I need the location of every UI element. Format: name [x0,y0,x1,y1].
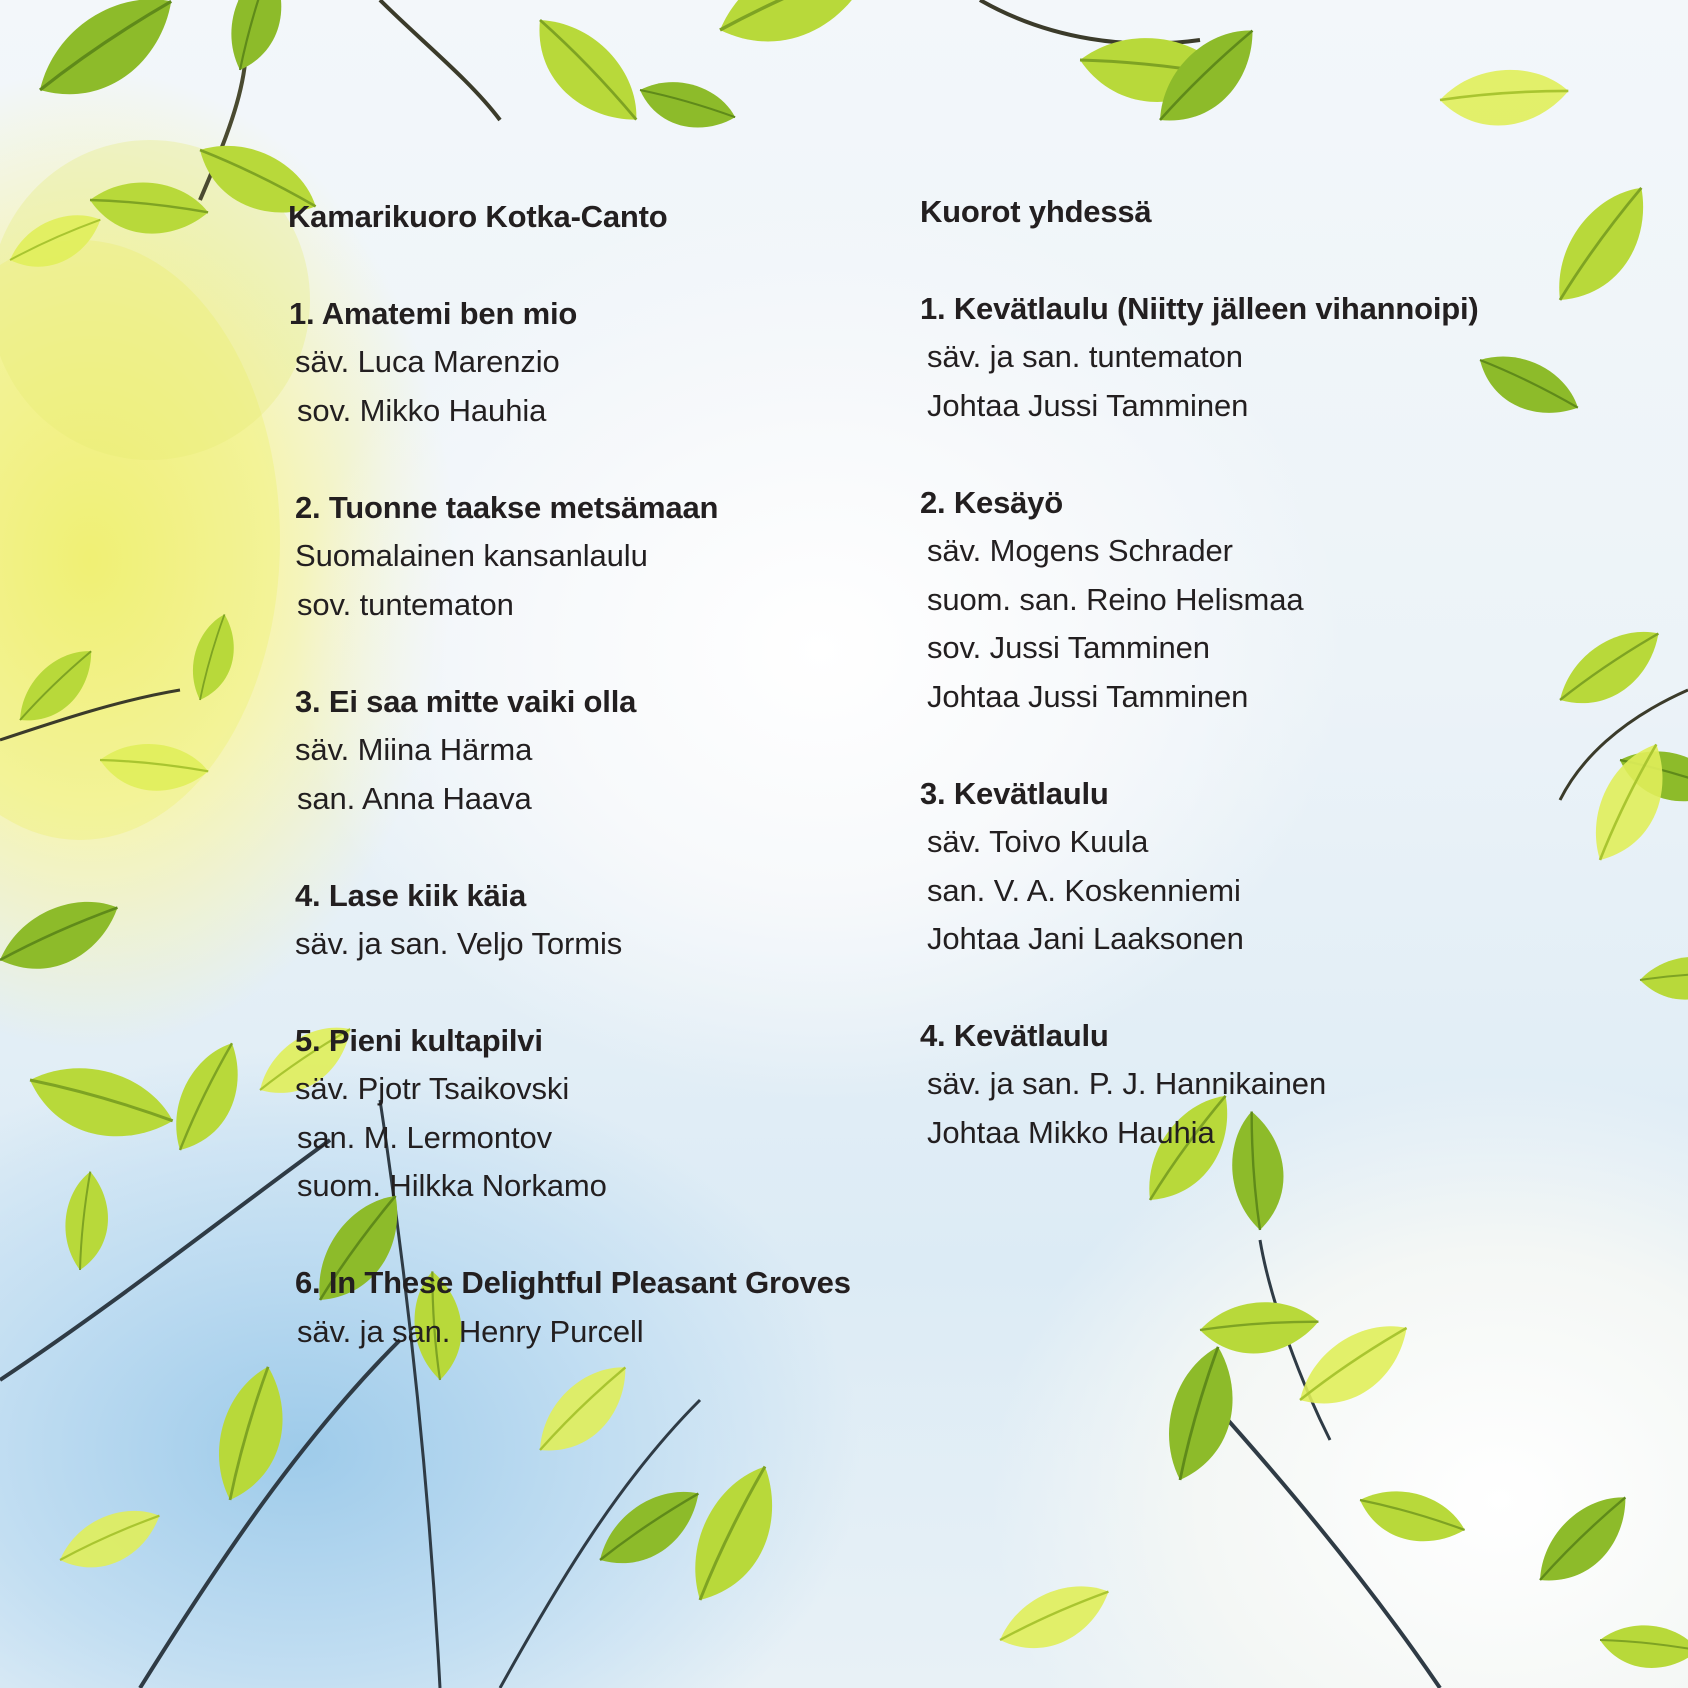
song-title: 2. Kesäyö [920,485,1063,520]
song-credit: sov. Jussi Tamminen [927,630,1210,665]
song-credit: säv. Toivo Kuula [927,824,1149,859]
song-credit: Johtaa Jani Laaksonen [927,921,1244,956]
song-credit: säv. Pjotr Tsaikovski [295,1071,570,1106]
song-credit: Johtaa Jussi Tamminen [927,388,1249,423]
song-credit: Suomalainen kansanlaulu [295,538,648,573]
song-title: 5. Pieni kultapilvi [295,1023,543,1058]
song-credit: Johtaa Mikko Hauhia [927,1115,1215,1150]
song-credit: san. Anna Haava [297,781,532,816]
song-credit: suom. Hilkka Norkamo [297,1168,607,1203]
song-credit: san. M. Lermontov [297,1120,553,1155]
song-credit: säv. Luca Marenzio [295,344,560,379]
song-title: 4. Kevätlaulu [920,1018,1109,1053]
song-credit: suom. san. Reino Helismaa [927,582,1304,617]
song-title: 1. Kevätlaulu (Niitty jälleen vihannoipi) [920,291,1479,326]
song-title: 3. Kevätlaulu [920,776,1109,811]
song-credit: säv. ja san. P. J. Hannikainen [927,1066,1327,1101]
choir-title: Kamarikuoro Kotka-Canto [288,199,668,234]
song-credit: sov. Mikko Hauhia [297,393,547,428]
song-credit: säv. ja san. Veljo Tormis [295,926,623,961]
choir-title: Kuorot yhdessä [920,194,1152,229]
song-credit: sov. tuntematon [297,587,514,622]
song-title: 2. Tuonne taakse metsämaan [295,490,719,525]
song-credit: san. V. A. Koskenniemi [927,873,1241,908]
song-title: 6. In These Delightful Pleasant Groves [295,1265,851,1300]
song-title: 1. Amatemi ben mio [289,296,578,331]
song-credit: säv. ja san. Henry Purcell [297,1314,644,1349]
song-credit: säv. Miina Härma [295,732,533,767]
song-credit: säv. Mogens Schrader [927,533,1233,568]
song-credit: Johtaa Jussi Tamminen [927,679,1249,714]
song-title: 3. Ei saa mitte vaiki olla [295,684,637,719]
song-title: 4. Lase kiik käia [295,878,526,913]
song-credit: säv. ja san. tuntematon [927,339,1243,374]
